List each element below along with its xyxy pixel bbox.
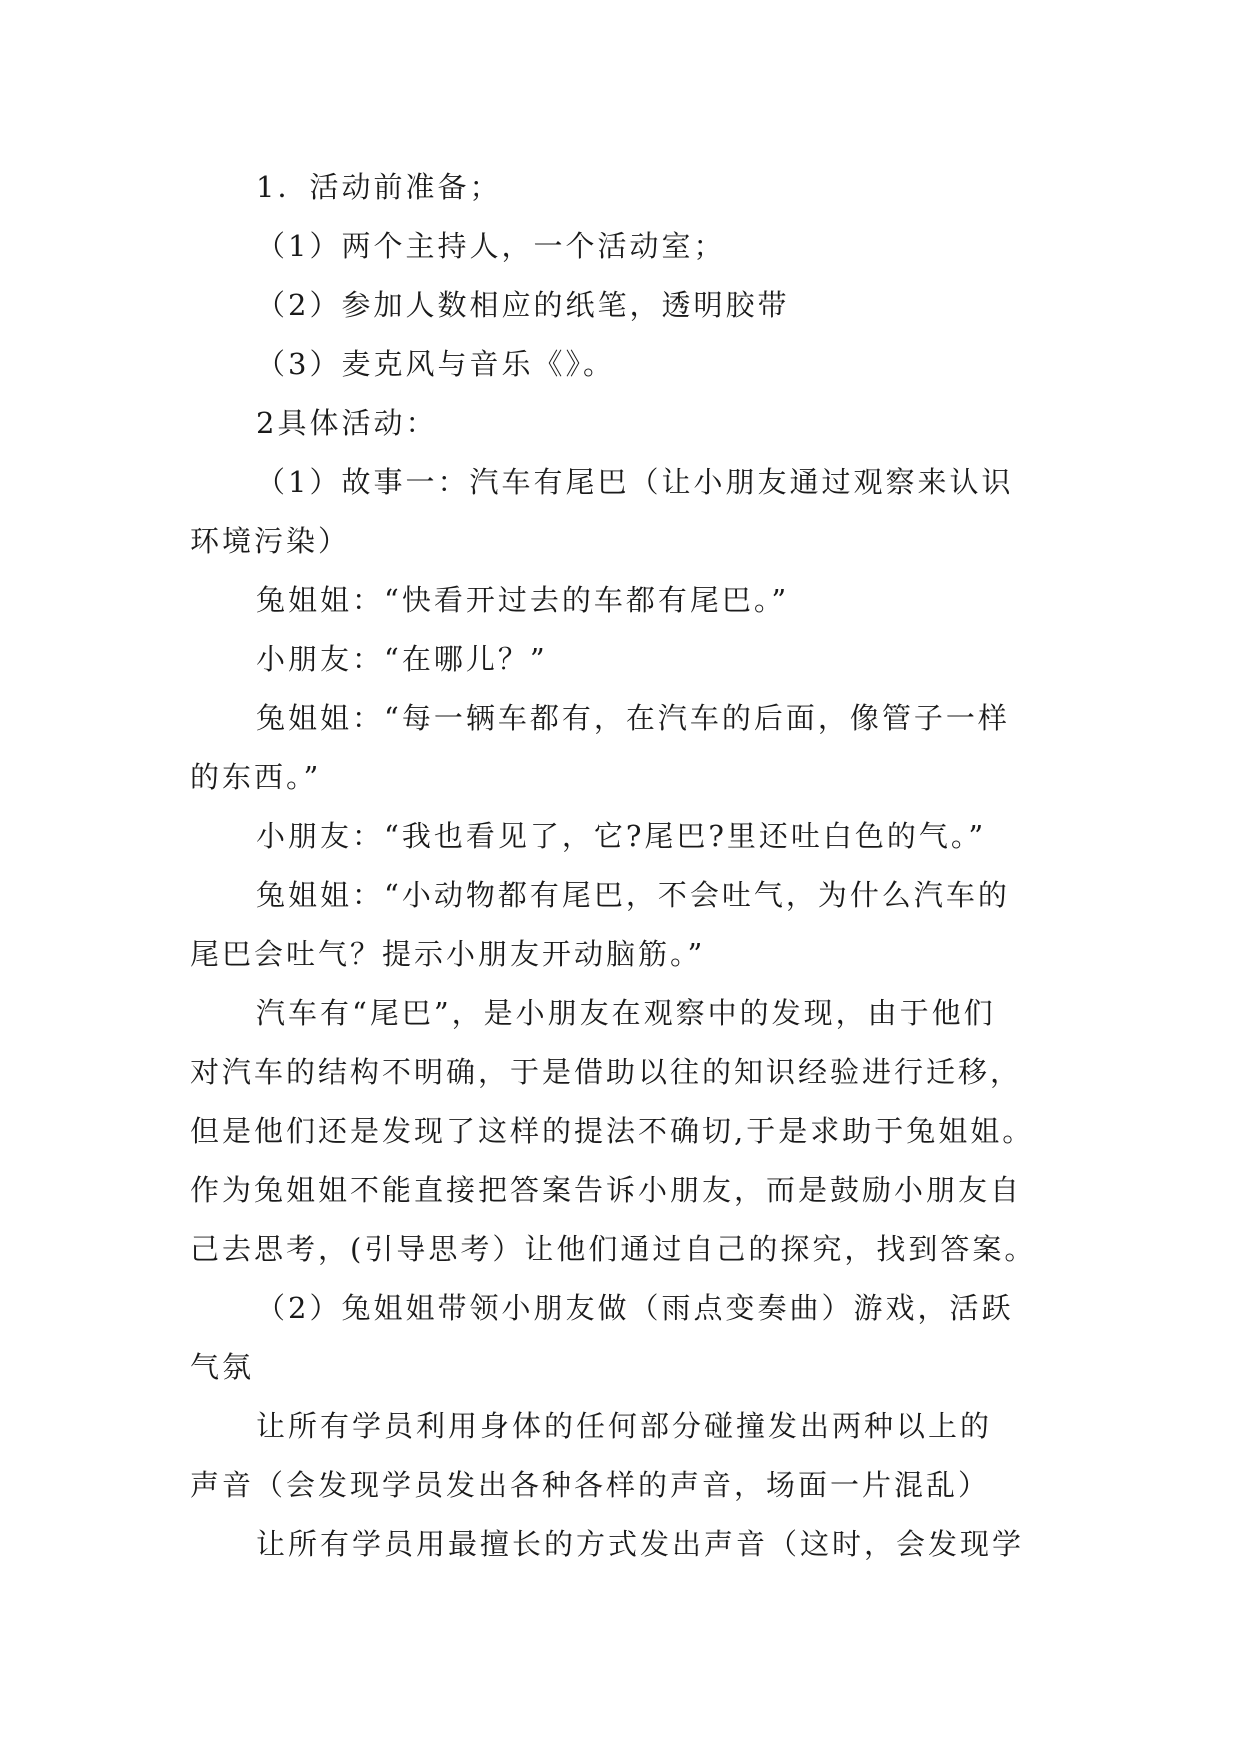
paragraph-line: 己去思考，(引导思考）让他们通过自己的探究，找到答案。 (190, 1232, 1037, 1266)
document-body (190, 158, 1050, 1574)
paragraph-line: 让所有学员用最擅长的方式发出声音（这时，会发现学 (256, 1527, 1025, 1561)
prep-heading: 1．活动前准备； (256, 170, 502, 204)
prep-item-3: （3）麦克风与音乐《》。 (256, 347, 615, 381)
dialogue-line: 兔姐姐：“小动物都有尾巴，不会吐气，为什么汽车的 (256, 878, 1010, 912)
paragraph-line: 让所有学员利用身体的任何部分碰撞发出两种以上的 (256, 1409, 993, 1443)
dialogue-line: 小朋友：“我也看见了，它?尾巴?里还吐白色的气。” (256, 819, 987, 853)
dialogue-line: 小朋友：“在哪儿？” (256, 642, 548, 676)
game-heading-cont: 气氛 (190, 1350, 255, 1384)
story-one-title-cont: 环境污染） (190, 524, 351, 558)
prep-item-2: （2）参加人数相应的纸笔，透明胶带 (256, 288, 790, 322)
dialogue-line: 兔姐姐：“每一辆车都有，在汽车的后面，像管子一样 (256, 701, 1010, 735)
paragraph-line: 作为兔姐姐不能直接把答案告诉小朋友，而是鼓励小朋友自 (190, 1173, 1023, 1207)
paragraph-line: 但是他们还是发现了这样的提法不确切,于是求助于兔姐姐。 (190, 1114, 1035, 1148)
activity-heading: 2具体活动： (256, 406, 438, 440)
dialogue-line-cont: 尾巴会吐气？提示小朋友开动脑筋。” (190, 937, 706, 971)
paragraph-line: 汽车有“尾巴”，是小朋友在观察中的发现，由于他们 (256, 996, 996, 1030)
paragraph-line: 对汽车的结构不明确，于是借助以往的知识经验进行迁移， (190, 1055, 1023, 1089)
prep-item-1: （1）两个主持人，一个活动室； (256, 229, 726, 263)
dialogue-line: 兔姐姐：“快看开过去的车都有尾巴。” (256, 583, 790, 617)
dialogue-line-cont: 的东西。” (190, 760, 322, 794)
game-heading: （2）兔姐姐带领小朋友做（雨点变奏曲）游戏，活跃 (256, 1291, 1014, 1325)
story-one-title: （1）故事一：汽车有尾巴（让小朋友通过观察来认识 (256, 465, 1014, 499)
paragraph-line: 声音（会发现学员发出各种各样的声音，场面一片混乱） (190, 1468, 991, 1502)
